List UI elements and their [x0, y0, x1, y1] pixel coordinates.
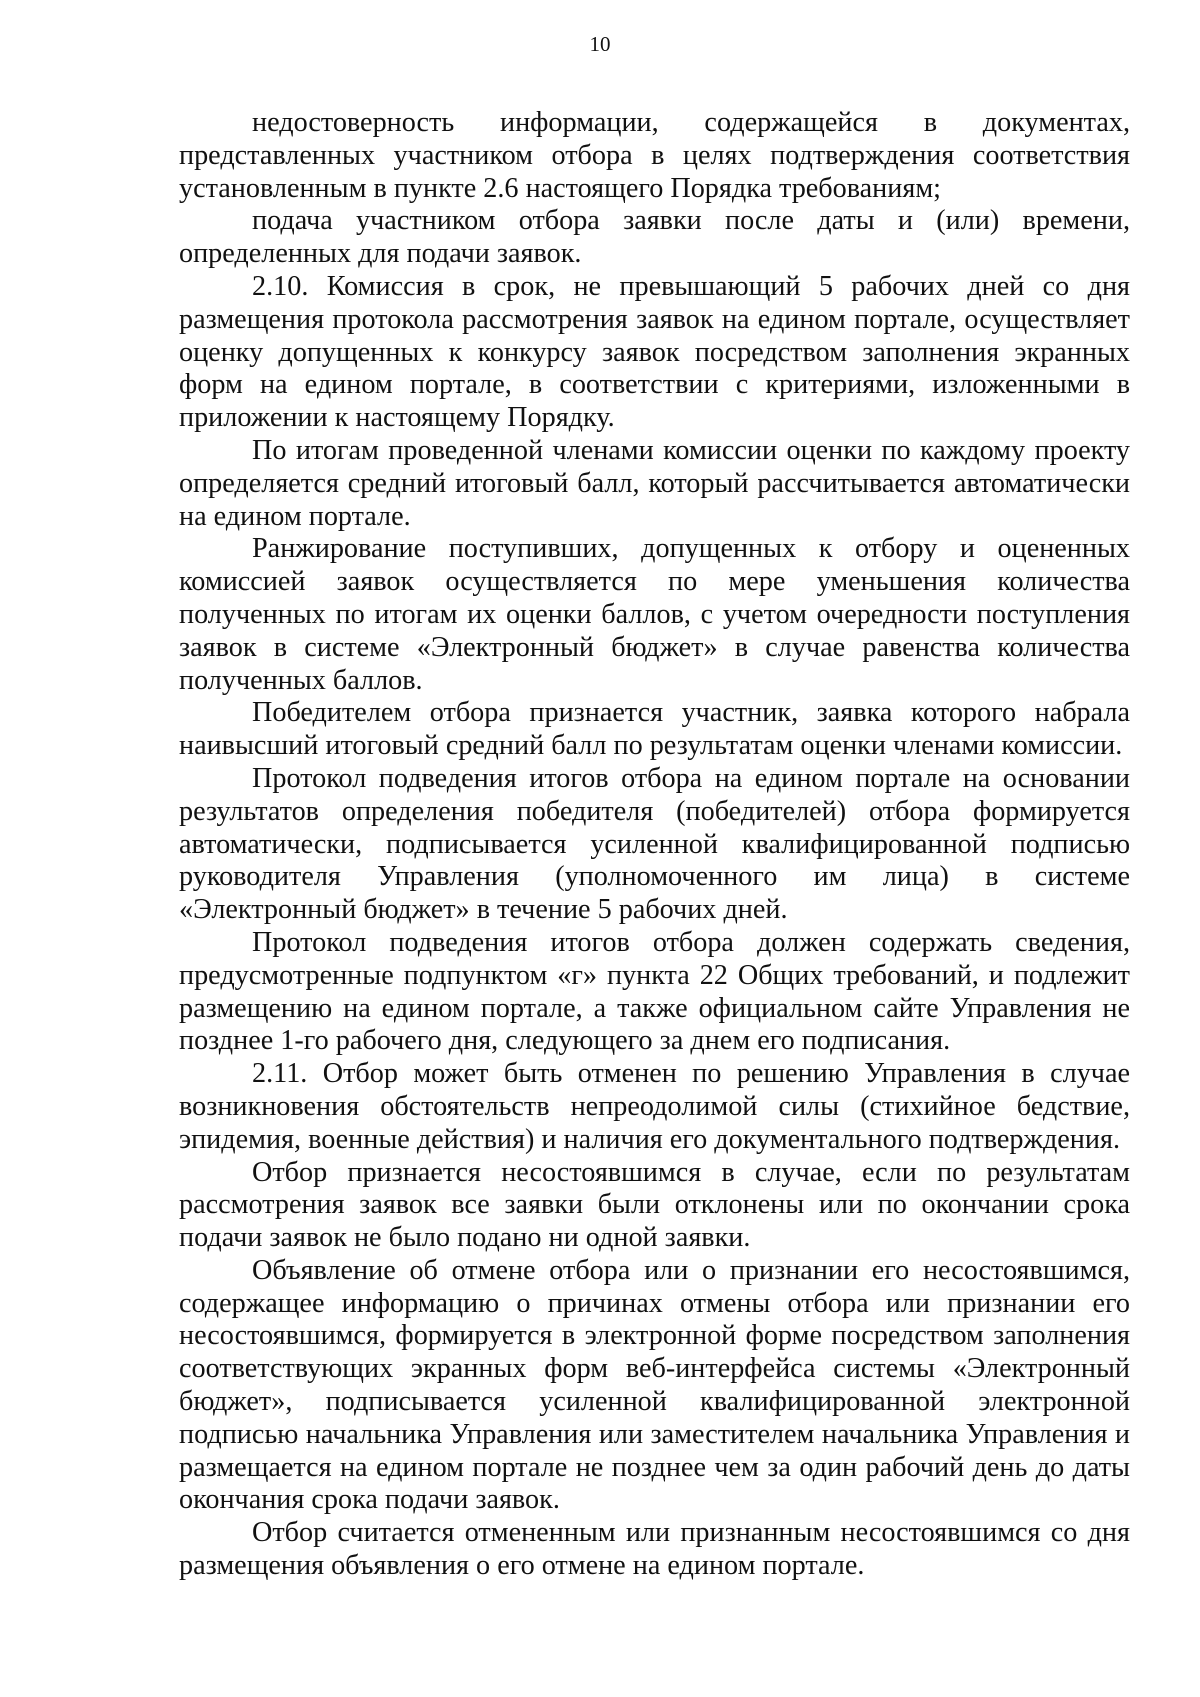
paragraph-cancellation-effective: Отбор считается отмененным или признанным несостоявшимся со дня размещения объявления о его отмене на едином портале.	[179, 1517, 1130, 1582]
paragraph-cancellation-notice: Объявление об отмене отбора или о признании его несостоявшимся, содержащее информацию о причинах отмены отбора или признании его несостоявшимся, формируется в электронной форме посредством заполнения соответствующих экранных форм веб-интерфейса системы «Электронный бюджет», подписывается усиленной квалифицированной электронной подписью начальника Управления или заместителем начальника Управления и размещается на едином портале не позднее чем за один рабочий день до даты окончания срока подачи заявок.	[179, 1254, 1130, 1516]
paragraph-late-submission: подача участником отбора заявки после даты и (или) времени, определенных для подачи заявок.	[179, 205, 1130, 270]
paragraph-2-10-evaluation: 2.10. Комиссия в срок, не превышающий 5 рабочих дней со дня размещения протокола рассмотрения заявок на едином портале, осуществляет оценку допущенных к конкурсу заявок посредством заполнения экранных форм на едином портале, в соответствии с критериями, изложенными в приложении к настоящему Порядку.	[179, 270, 1130, 434]
page-number: 10	[589, 32, 611, 56]
paragraph-winner: Победителем отбора признается участник, заявка которого набрала наивысший итоговый средний балл по результатам оценки членами комиссии.	[179, 697, 1130, 762]
paragraph-protocol-content: Протокол подведения итогов отбора должен содержать сведения, предусмотренные подпунктом «г» пункта 22 Общих требований, и подлежит размещению на едином портале, а также официальном сайте Управления не позднее 1-го рабочего дня, следующего за днем его подписания.	[179, 926, 1130, 1057]
paragraph-failed-selection: Отбор признается несостоявшимся в случае, если по результатам рассмотрения заявок все заявки были отклонены или по окончании срока подачи заявок не было подано ни одной заявки.	[179, 1156, 1130, 1254]
paragraph-ranking: Ранжирование поступивших, допущенных к отбору и оцененных комиссией заявок осуществляется по мере уменьшения количества полученных по итогам их оценки баллов, с учетом очередности поступления заявок в системе «Электронный бюджет» в случае равенства количества полученных баллов.	[179, 533, 1130, 696]
paragraph-invalid-info: недостоверность информации, содержащейся в документах, представленных участником отбора в целях подтверждения соответствия установленным в пункте 2.6 настоящего Порядка требованиям;	[179, 107, 1130, 204]
paragraph-results-protocol: Протокол подведения итогов отбора на едином портале на основании результатов определения победителя (победителей) отбора формируется автоматически, подписывается усиленной квалифицированной подписью руководителя Управления (уполномоченного им лица) в системе «Электронный бюджет» в течение 5 рабочих дней.	[179, 762, 1130, 926]
document-body	[179, 107, 1130, 1583]
paragraph-2-11-cancellation: 2.11. Отбор может быть отменен по решению Управления в случае возникновения обстоятельств непреодолимой силы (стихийное бедствие, эпидемия, военные действия) и наличия его документального подтверждения.	[179, 1058, 1130, 1155]
paragraph-average-score: По итогам проведенной членами комиссии оценки по каждому проекту определяется средний итоговый балл, который рассчитывается автоматически на едином портале.	[179, 434, 1130, 532]
